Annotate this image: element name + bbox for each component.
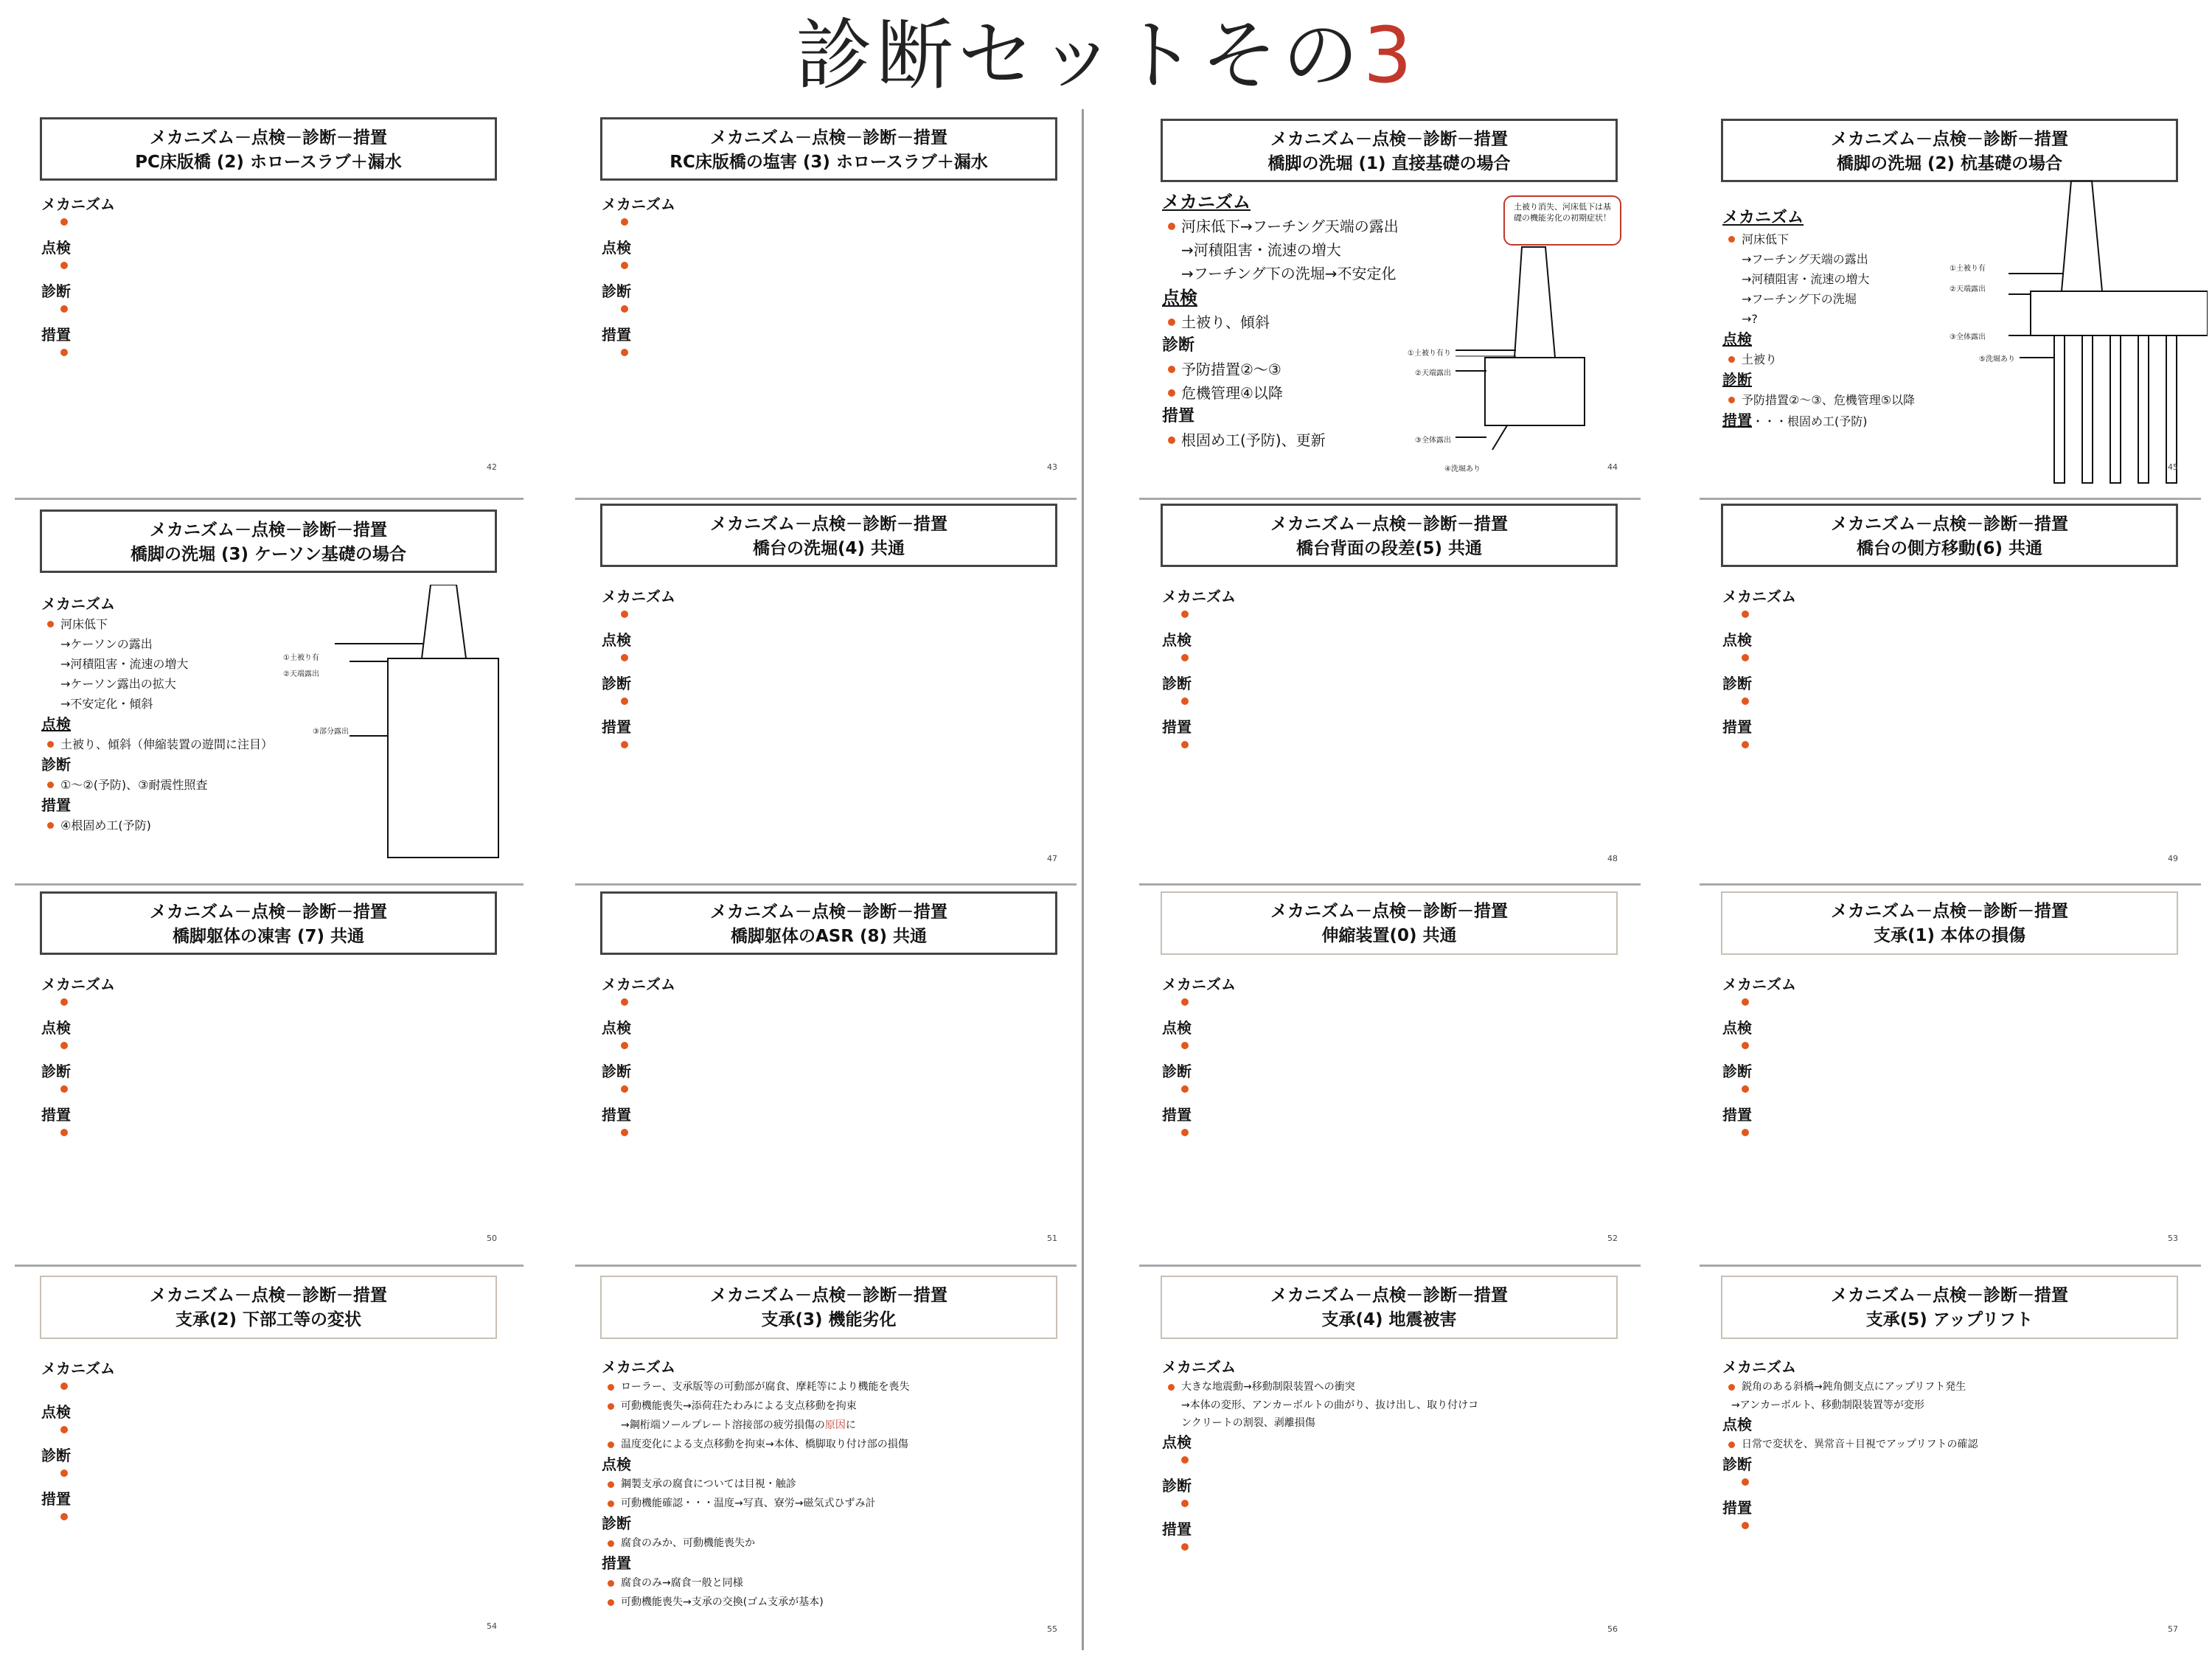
section-mechanism: メカニズム bbox=[1162, 192, 1251, 212]
bullet-dot bbox=[60, 349, 68, 356]
inspection-item: 土被り bbox=[1722, 349, 2194, 369]
bullet-dot bbox=[60, 1470, 68, 1477]
slide-heading: メカニズム－点検－診断－措置 bbox=[1831, 1286, 2068, 1305]
section-mechanism: メカニズム bbox=[602, 1358, 675, 1376]
row-divider bbox=[1139, 883, 1641, 886]
slide-title-box bbox=[1721, 891, 2178, 955]
section-inspection: 点検 bbox=[1722, 330, 1752, 348]
slide-body bbox=[1162, 586, 1634, 760]
slide-title-box bbox=[1161, 1276, 1618, 1339]
slide-subtitle: 橋脚躯体のASR (8) 共通 bbox=[730, 927, 928, 946]
section-measures: 措置 bbox=[1722, 1106, 1752, 1124]
section-diagnosis: 診断 bbox=[602, 1062, 631, 1080]
slide-50 bbox=[10, 888, 526, 1261]
slide-page-number: 42 bbox=[487, 462, 497, 472]
slide-subtitle: 支承(3) 機能劣化 bbox=[761, 1310, 897, 1329]
diagram-label: ⑤洗堀あり bbox=[1979, 355, 2015, 364]
section-inspection: 点検 bbox=[1162, 631, 1192, 649]
section-measures: 措置 bbox=[602, 326, 631, 344]
bullet-dot bbox=[621, 611, 628, 618]
bullet-dot bbox=[1742, 698, 1749, 705]
diagnosis-item: 危機管理④以降 bbox=[1162, 381, 1634, 405]
section-measures: 措置 bbox=[1722, 718, 1752, 736]
slide-47 bbox=[571, 504, 1087, 880]
slide-page-number: 53 bbox=[2168, 1234, 2178, 1243]
section-inspection: 点検 bbox=[1162, 1433, 1192, 1451]
mechanism-arrow bbox=[602, 1416, 1074, 1435]
bullet-dot bbox=[1742, 998, 1749, 1006]
section-mechanism: メカニズム bbox=[1162, 588, 1236, 605]
slide-body bbox=[1722, 1357, 2194, 1541]
slide-heading: メカニズム－点検－診断－措置 bbox=[1831, 515, 2068, 534]
pile-foundation-diagram bbox=[2008, 181, 2208, 490]
mechanism-arrow: →河積阻害・流速の増大 bbox=[1181, 241, 1341, 259]
mechanism-arrow-tail: に bbox=[845, 1419, 856, 1431]
slide-heading: メカニズム－点検－診断－措置 bbox=[1270, 130, 1508, 149]
bullet-dot bbox=[1742, 741, 1749, 748]
slide-heading: メカニズム－点検－診断－措置 bbox=[1831, 130, 2068, 149]
bullet-dot bbox=[621, 741, 628, 748]
row-divider bbox=[575, 1265, 1077, 1267]
measures-item: 腐食のみ→腐食一般と同様 bbox=[602, 1573, 1074, 1593]
slide-title-box bbox=[40, 117, 497, 181]
slide-heading: メカニズム－点検－診断－措置 bbox=[1831, 902, 2068, 921]
row-divider bbox=[1700, 1265, 2201, 1267]
slide-subtitle: 伸縮装置(0) 共通 bbox=[1321, 926, 1457, 945]
section-measures: 措置 bbox=[1162, 1520, 1192, 1538]
slide-title-box bbox=[600, 1276, 1057, 1339]
section-diagnosis: 診断 bbox=[1162, 1062, 1192, 1080]
section-inspection: 点検 bbox=[602, 239, 631, 257]
section-diagnosis: 診断 bbox=[1162, 336, 1195, 355]
diagnosis-item: ①～②(予防)、③耐震性照査 bbox=[41, 775, 513, 795]
section-inspection: 点検 bbox=[1722, 631, 1752, 649]
mechanism-item: 温度変化による支点移動を拘束→本体、橋脚取り付け部の損傷 bbox=[602, 1435, 1074, 1454]
section-diagnosis: 診断 bbox=[1162, 1477, 1192, 1495]
section-mechanism: メカニズム bbox=[41, 595, 115, 613]
bullet-dot bbox=[1181, 611, 1189, 618]
bullet-dot bbox=[621, 998, 628, 1006]
slide-subtitle: 支承(4) 地震被害 bbox=[1321, 1310, 1457, 1329]
slide-51 bbox=[571, 888, 1087, 1261]
section-measures: 措置 bbox=[1162, 718, 1192, 736]
mechanism-arrow: →フーチング天端の露出 bbox=[1742, 252, 1868, 266]
mechanism-arrow-text: →鋼桁端ソールプレート溶接部の疲労損傷の bbox=[621, 1419, 825, 1431]
section-mechanism: メカニズム bbox=[602, 588, 675, 605]
row-divider bbox=[15, 1265, 524, 1267]
mechanism-item: 鋭角のある斜橋→鈍角側支点にアップリフト発生 bbox=[1722, 1377, 2194, 1397]
section-diagnosis: 診断 bbox=[1722, 675, 1752, 692]
inspection-item: 鋼製支承の腐食については目視・触診 bbox=[602, 1475, 1074, 1494]
section-diagnosis: 診断 bbox=[41, 1447, 71, 1464]
slide-57 bbox=[1691, 1270, 2208, 1653]
bullet-dot bbox=[1181, 1500, 1189, 1507]
bullet-dot bbox=[1742, 1085, 1749, 1093]
slide-subtitle: 橋脚の洗堀 (2) 杭基礎の場合 bbox=[1836, 154, 2063, 173]
section-diagnosis: 診断 bbox=[1722, 371, 1752, 389]
bullet-dot bbox=[1742, 1042, 1749, 1049]
slide-42 bbox=[10, 107, 526, 494]
slide-page-number: 48 bbox=[1607, 854, 1618, 863]
slide-subtitle: 橋脚躯体の凍害 (7) 共通 bbox=[172, 927, 365, 946]
slide-subtitle: 橋脚の洗堀 (1) 直接基礎の場合 bbox=[1267, 154, 1511, 173]
section-inspection: 点検 bbox=[602, 1019, 631, 1037]
diagram-label: ③全体露出 bbox=[1950, 333, 1986, 341]
slide-53 bbox=[1691, 888, 2208, 1261]
bullet-dot bbox=[60, 262, 68, 269]
bullet-dot bbox=[60, 218, 68, 226]
mechanism-arrow: →ケーソンの露出 bbox=[60, 637, 153, 651]
row-divider bbox=[15, 883, 524, 886]
row-divider bbox=[1700, 883, 2201, 886]
diagram-label: ②天端露出 bbox=[283, 670, 319, 678]
mechanism-arrow: →不安定化・傾斜 bbox=[60, 697, 153, 711]
bullet-dot bbox=[1742, 654, 1749, 661]
section-inspection: 点検 bbox=[1162, 288, 1197, 308]
bullet-dot bbox=[621, 654, 628, 661]
section-diagnosis: 診断 bbox=[41, 282, 71, 300]
slide-heading: メカニズム－点検－診断－措置 bbox=[1270, 1286, 1508, 1305]
mechanism-item: 河床低下→フーチング天端の露出 bbox=[1162, 215, 1634, 238]
slide-title-box bbox=[1161, 891, 1618, 955]
section-inspection: 点検 bbox=[1722, 1019, 1752, 1037]
diagram-label: ①土被り有 bbox=[283, 654, 319, 662]
slide-page-number: 54 bbox=[487, 1621, 497, 1631]
slide-title-box bbox=[40, 1276, 497, 1339]
row-divider bbox=[575, 883, 1077, 886]
slide-43 bbox=[571, 107, 1087, 494]
bullet-dot bbox=[60, 305, 68, 313]
mechanism-arrow: ンクリートの割裂、剥離損傷 bbox=[1181, 1417, 1315, 1429]
diagram-label: ②天端露出 bbox=[1415, 369, 1451, 378]
section-diagnosis: 診断 bbox=[1722, 1062, 1752, 1080]
section-diagnosis: 診断 bbox=[41, 756, 71, 773]
mechanism-arrow: →ケーソン露出の拡大 bbox=[60, 677, 176, 691]
slide-subtitle: RC床版橋の塩害 (3) ホロースラブ＋漏水 bbox=[669, 153, 988, 172]
slide-body bbox=[602, 974, 1074, 1148]
mechanism-arrow: →アンカーボルト、移動制限装置等が変形 bbox=[1731, 1399, 1924, 1411]
slide-46 bbox=[10, 504, 526, 880]
slide-title-box bbox=[40, 891, 497, 955]
section-mechanism: メカニズム bbox=[41, 975, 115, 993]
slide-title-box bbox=[1721, 504, 2178, 567]
measures-inline: ・・・根固め工(予防) bbox=[1752, 414, 1868, 428]
section-measures: 措置 bbox=[41, 1106, 71, 1124]
section-diagnosis: 診断 bbox=[602, 1514, 631, 1532]
slide-heading: メカニズム－点検－診断－措置 bbox=[150, 521, 387, 540]
bullet-dot bbox=[60, 1513, 68, 1520]
slide-page-number: 43 bbox=[1047, 462, 1057, 472]
section-mechanism: メカニズム bbox=[602, 975, 675, 993]
section-measures: 措置 bbox=[1722, 1499, 1752, 1517]
bullet-dot bbox=[60, 1382, 68, 1390]
bullet-dot bbox=[60, 998, 68, 1006]
slide-body bbox=[1722, 974, 2194, 1148]
section-mechanism: メカニズム bbox=[41, 195, 115, 213]
slide-45 bbox=[1691, 107, 2208, 494]
section-measures: 措置 bbox=[602, 1106, 631, 1124]
mechanism-arrow: →河積阻害・流速の増大 bbox=[60, 657, 189, 671]
section-mechanism: メカニズム bbox=[1162, 1358, 1236, 1376]
mechanism-arrow: →フーチング下の洗堀→不安定化 bbox=[1181, 265, 1397, 282]
callout-text: 土被り消失、河床低下は基礎の機能劣化の初期症状！ bbox=[1514, 202, 1611, 223]
inspection-item: 土被り、傾斜 bbox=[1162, 310, 1634, 334]
slide-page-number: 56 bbox=[1607, 1624, 1618, 1634]
slide-body bbox=[1162, 1357, 1634, 1562]
section-inspection: 点検 bbox=[41, 1403, 71, 1421]
bullet-dot bbox=[1742, 611, 1749, 618]
diagram-label: ④洗堀あり bbox=[1444, 465, 1481, 473]
bullet-dot bbox=[621, 305, 628, 313]
mechanism-arrow: →本体の変形、アンカーボルトの曲がり、抜け出し、取り付けコ bbox=[1181, 1399, 1479, 1411]
section-diagnosis: 診断 bbox=[1162, 675, 1192, 692]
slide-page-number: 44 bbox=[1607, 462, 1618, 472]
slide-55 bbox=[571, 1270, 1087, 1653]
section-inspection: 点検 bbox=[41, 715, 71, 733]
inspection-item: 日常で変状を、異常音＋目視でアップリフトの確認 bbox=[1722, 1435, 2194, 1454]
section-inspection: 点検 bbox=[41, 239, 71, 257]
slide-48 bbox=[1131, 504, 1647, 880]
bullet-dot bbox=[1181, 1042, 1189, 1049]
slide-heading: メカニズム－点検－診断－措置 bbox=[1270, 515, 1508, 534]
slide-body bbox=[602, 194, 1074, 368]
slide-49 bbox=[1691, 504, 2208, 880]
diagram-label: ②天端露出 bbox=[1950, 285, 1986, 293]
bullet-dot bbox=[1181, 1456, 1189, 1464]
section-diagnosis: 診断 bbox=[602, 282, 631, 300]
mechanism-item: 河床低下 bbox=[1722, 229, 2194, 249]
mechanism-item: 河床低下 bbox=[41, 614, 513, 634]
slide-page-number: 49 bbox=[2168, 854, 2178, 863]
bullet-dot bbox=[1181, 741, 1189, 748]
slide-56 bbox=[1131, 1270, 1647, 1653]
slide-subtitle: 橋台の洗堀(4) 共通 bbox=[752, 539, 905, 558]
section-diagnosis: 診断 bbox=[41, 1062, 71, 1080]
slide-heading: メカニズム－点検－診断－措置 bbox=[150, 128, 387, 147]
section-inspection: 点検 bbox=[41, 1019, 71, 1037]
section-mechanism: メカニズム bbox=[1722, 209, 1804, 227]
mechanism-item: 可動機能喪失→添荷荘たわみによる支点移動を拘束 bbox=[602, 1397, 1074, 1416]
row-divider bbox=[1139, 498, 1641, 500]
measures-item: 根固め工(予防)、更新 bbox=[1162, 428, 1634, 452]
slide-52 bbox=[1131, 888, 1647, 1261]
measures-item: 可動機能喪失→支承の交換(ゴム支承が基本) bbox=[602, 1593, 1074, 1612]
slide-title-box bbox=[1721, 119, 2178, 182]
bullet-dot bbox=[60, 1129, 68, 1136]
slide-body bbox=[602, 586, 1074, 760]
bullet-dot bbox=[621, 1042, 628, 1049]
slide-heading: メカニズム－点検－診断－措置 bbox=[150, 902, 387, 922]
mechanism-arrow: →? bbox=[1742, 312, 1758, 326]
section-mechanism: メカニズム bbox=[602, 195, 675, 213]
section-measures: 措置 bbox=[41, 796, 71, 814]
section-mechanism: メカニズム bbox=[41, 1360, 115, 1377]
slide-title-box bbox=[600, 891, 1057, 955]
bullet-dot bbox=[1742, 1129, 1749, 1136]
slide-heading: メカニズム－点検－診断－措置 bbox=[710, 128, 947, 147]
slide-heading: メカニズム－点検－診断－措置 bbox=[1270, 902, 1508, 921]
bullet-dot bbox=[1742, 1478, 1749, 1486]
row-divider bbox=[1700, 498, 2201, 500]
slide-body bbox=[41, 194, 513, 368]
bullet-dot bbox=[1181, 1085, 1189, 1093]
slide-heading: メカニズム－点検－診断－措置 bbox=[710, 902, 947, 922]
slide-page-number: 55 bbox=[1047, 1624, 1057, 1634]
bullet-dot bbox=[1181, 998, 1189, 1006]
mechanism-item: 大きな地震動→移動制限装置への衝突 bbox=[1162, 1377, 1634, 1397]
measures-item: ④根固め工(予防) bbox=[41, 815, 513, 835]
bullet-dot bbox=[621, 262, 628, 269]
slide-54 bbox=[10, 1270, 526, 1653]
section-diagnosis: 診断 bbox=[1722, 1455, 1752, 1473]
inspection-item: 土被り、傾斜（伸縮装置の遊間に注目） bbox=[41, 734, 513, 754]
section-measures: 措置 bbox=[602, 1554, 631, 1572]
section-measures: 措置 bbox=[602, 718, 631, 736]
section-inspection: 点検 bbox=[1162, 1019, 1192, 1037]
slide-subtitle: 支承(5) アップリフト bbox=[1865, 1310, 2034, 1329]
bullet-dot bbox=[621, 349, 628, 356]
diagram-label: ①土被り有り bbox=[1408, 349, 1451, 358]
slide-heading: メカニズム－点検－診断－措置 bbox=[710, 1286, 947, 1305]
slide-heading: メカニズム－点検－診断－措置 bbox=[710, 515, 947, 534]
bullet-dot bbox=[60, 1042, 68, 1049]
caisson-foundation-diagram bbox=[335, 585, 504, 865]
bullet-dot bbox=[621, 1085, 628, 1093]
diagnosis-item: 腐食のみか、可動機能喪失か bbox=[602, 1534, 1074, 1553]
mechanism-arrow: →フーチング下の洗堀 bbox=[1742, 292, 1857, 306]
slide-body bbox=[602, 1357, 1074, 1612]
section-inspection: 点検 bbox=[602, 1455, 631, 1473]
mechanism-item: ローラー、支承版等の可動部が腐食、摩耗等により機能を喪失 bbox=[602, 1377, 1074, 1397]
highlight-text: 原因 bbox=[824, 1419, 846, 1431]
bullet-dot bbox=[1181, 1129, 1189, 1136]
slide-title-box bbox=[600, 504, 1057, 567]
slide-page-number: 45 bbox=[2168, 462, 2178, 472]
slide-page-number: 47 bbox=[1047, 854, 1057, 863]
slide-title-box bbox=[1161, 119, 1618, 182]
slide-heading: メカニズム－点検－診断－措置 bbox=[150, 1286, 387, 1305]
bullet-dot bbox=[621, 698, 628, 705]
bullet-dot bbox=[1742, 1522, 1749, 1529]
mechanism-arrow: →河積阻害・流速の増大 bbox=[1742, 272, 1870, 286]
slide-title-box bbox=[1721, 1276, 2178, 1339]
bullet-dot bbox=[621, 1129, 628, 1136]
slide-body bbox=[41, 974, 513, 1148]
diagram-label: ③部分露出 bbox=[313, 728, 349, 736]
slide-title-box bbox=[1161, 504, 1618, 567]
bullet-dot bbox=[60, 1085, 68, 1093]
slide-subtitle: 支承(1) 本体の損傷 bbox=[1873, 926, 2026, 945]
callout-bubble bbox=[1503, 195, 1621, 246]
section-measures: 措置 bbox=[41, 1490, 71, 1508]
section-mechanism: メカニズム bbox=[1162, 975, 1236, 993]
slide-title-box bbox=[40, 509, 497, 573]
slide-subtitle: 橋台背面の段差(5) 共通 bbox=[1295, 539, 1483, 558]
slide-title-box bbox=[600, 117, 1057, 181]
bullet-dot bbox=[1181, 698, 1189, 705]
section-measures: 措置 bbox=[1162, 1106, 1192, 1124]
row-divider bbox=[15, 498, 524, 500]
diagram-label: ①土被り有 bbox=[1950, 265, 1986, 273]
slide-subtitle: 橋脚の洗堀 (3) ケーソン基礎の場合 bbox=[130, 545, 407, 564]
section-mechanism: メカニズム bbox=[1722, 975, 1796, 993]
section-measures: 措置 bbox=[41, 326, 71, 344]
bullet-dot bbox=[1181, 1543, 1189, 1551]
section-diagnosis: 診断 bbox=[602, 675, 631, 692]
section-mechanism: メカニズム bbox=[1722, 588, 1796, 605]
slide-subtitle: PC床版橋 (2) ホロースラブ＋漏水 bbox=[135, 153, 402, 172]
section-inspection: 点検 bbox=[1722, 1416, 1752, 1433]
slide-page-number: 52 bbox=[1607, 1234, 1618, 1243]
slide-page-number: 50 bbox=[487, 1234, 497, 1243]
row-divider bbox=[1139, 1265, 1641, 1267]
slide-44 bbox=[1131, 107, 1647, 494]
diagnosis-item: 予防措置②～③ bbox=[1162, 358, 1634, 381]
row-divider bbox=[575, 498, 1077, 500]
diagram-label: ③全体露出 bbox=[1415, 437, 1451, 445]
bullet-dot bbox=[1181, 654, 1189, 661]
slide-subtitle: 支承(2) 下部工等の変状 bbox=[175, 1310, 362, 1329]
inspection-item: 可動機能確認・・・温度→写真、寮労→磁気式ひずみ計 bbox=[602, 1494, 1074, 1513]
slide-body bbox=[41, 1358, 513, 1532]
section-measures: 措置 bbox=[1162, 407, 1195, 425]
bullet-dot bbox=[621, 218, 628, 226]
slide-page-number: 51 bbox=[1047, 1234, 1057, 1243]
slide-body bbox=[1722, 586, 2194, 760]
measures-label: 措置 bbox=[1722, 411, 1752, 429]
slide-subtitle: 橋台の側方移動(6) 共通 bbox=[1856, 539, 2043, 558]
section-mechanism: メカニズム bbox=[1722, 1358, 1796, 1376]
bullet-dot bbox=[60, 1426, 68, 1433]
slide-page-number: 57 bbox=[2168, 1624, 2178, 1634]
section-inspection: 点検 bbox=[602, 631, 631, 649]
diagnosis-item: 予防措置②～③、危機管理⑤以降 bbox=[1722, 390, 2194, 410]
slide-body bbox=[1162, 974, 1634, 1148]
page-title: 診断セットその3 bbox=[795, 10, 1417, 100]
